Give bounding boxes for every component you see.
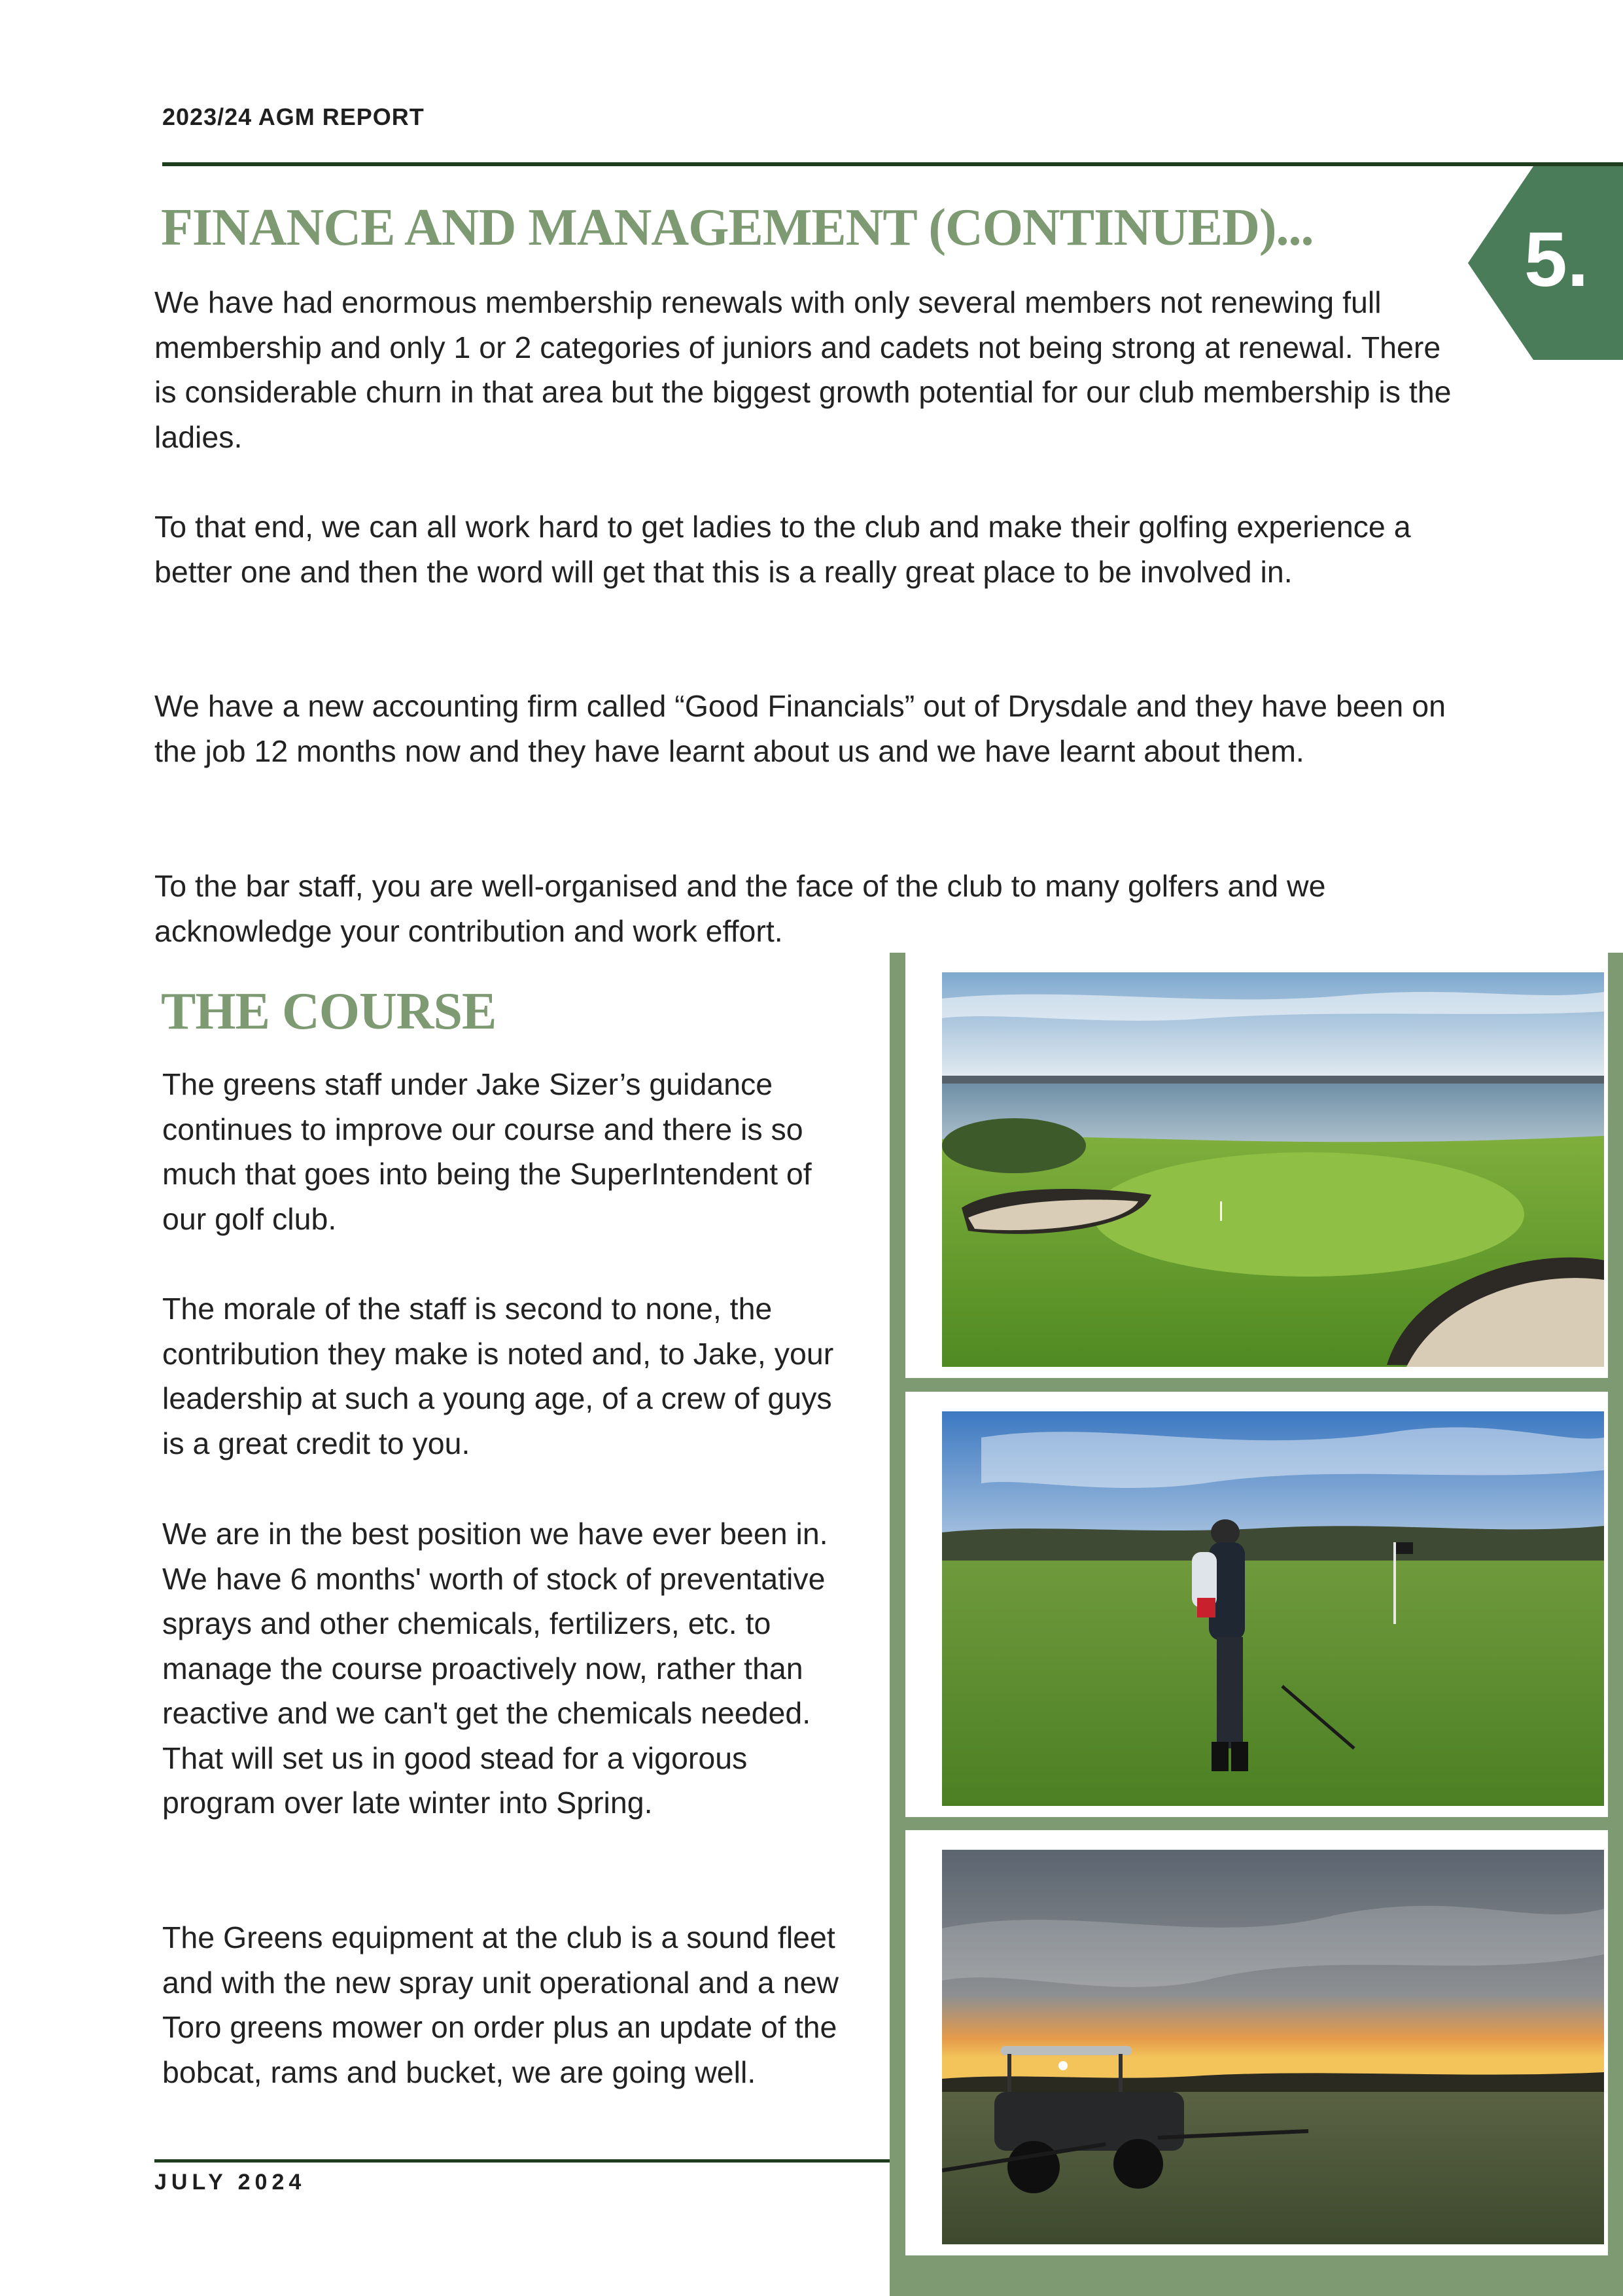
footer-date: JULY 2024 — [154, 2170, 306, 2195]
photo-panel — [905, 1392, 1608, 1817]
photo-frame — [890, 953, 1623, 2296]
report-label: 2023/24 AGM REPORT — [162, 103, 425, 130]
header-divider — [162, 162, 1623, 166]
finance-section-title: FINANCE AND MANAGEMENT (CONTINUED)... — [161, 199, 1314, 256]
finance-paragraph: To the bar staff, you are well-organised and the face of the club to many golfers and we acknowledge your contribution and work effort. — [154, 869, 1326, 948]
spray-rig-sunset-photo — [942, 1850, 1604, 2244]
golf-green-coast-photo — [942, 972, 1604, 1367]
course-paragraph: We are in the best position we have ever been in. We have 6 months' worth of stock of preventative sprays and other chemicals, fertilizers, etc. to manage the course proactively now, rather than reactive and we can't get the chemicals needed. That will set us in good stead for a vigorous program over late winter into Spring. — [162, 1517, 828, 1820]
photo-panel — [905, 953, 1608, 1378]
course-section-title: THE COURSE — [161, 983, 497, 1040]
footer-divider — [154, 2159, 907, 2163]
greenkeeper-spraying-photo — [942, 1411, 1604, 1806]
course-paragraph: The greens staff under Jake Sizer’s guidance continues to improve our course and there is so much that goes into being the SuperIntendent of our golf club. — [162, 1067, 812, 1236]
photo-panel — [905, 1830, 1608, 2255]
page-number: 5. — [1524, 217, 1589, 303]
finance-paragraph: We have had enormous membership renewals with only several members not renewing full membership and only 1 or 2 categories of juniors and cadets not being strong at renewal. There is considerable churn in that area but the biggest growth potential for our club membership is the ladies. — [154, 285, 1452, 454]
course-paragraph: The Greens equipment at the club is a sound fleet and with the new spray unit operational and a new Toro greens mower on order plus an update of the bobcat, rams and bucket, we are going well. — [162, 1920, 839, 2089]
finance-paragraph: To that end, we can all work hard to get ladies to the club and make their golfing experience a better one and then the word will get that this is a really great place to be involved in. — [154, 510, 1411, 589]
course-paragraph: The morale of the staff is second to none, the contribution they make is noted and, to Jake, your leadership at such a young age, of a crew of guys is a great credit to you. — [162, 1292, 834, 1460]
finance-paragraph: We have a new accounting firm called “Good Financials” out of Drysdale and they have been on the job 12 months now and they have learnt about us and we have learnt about them. — [154, 689, 1446, 768]
